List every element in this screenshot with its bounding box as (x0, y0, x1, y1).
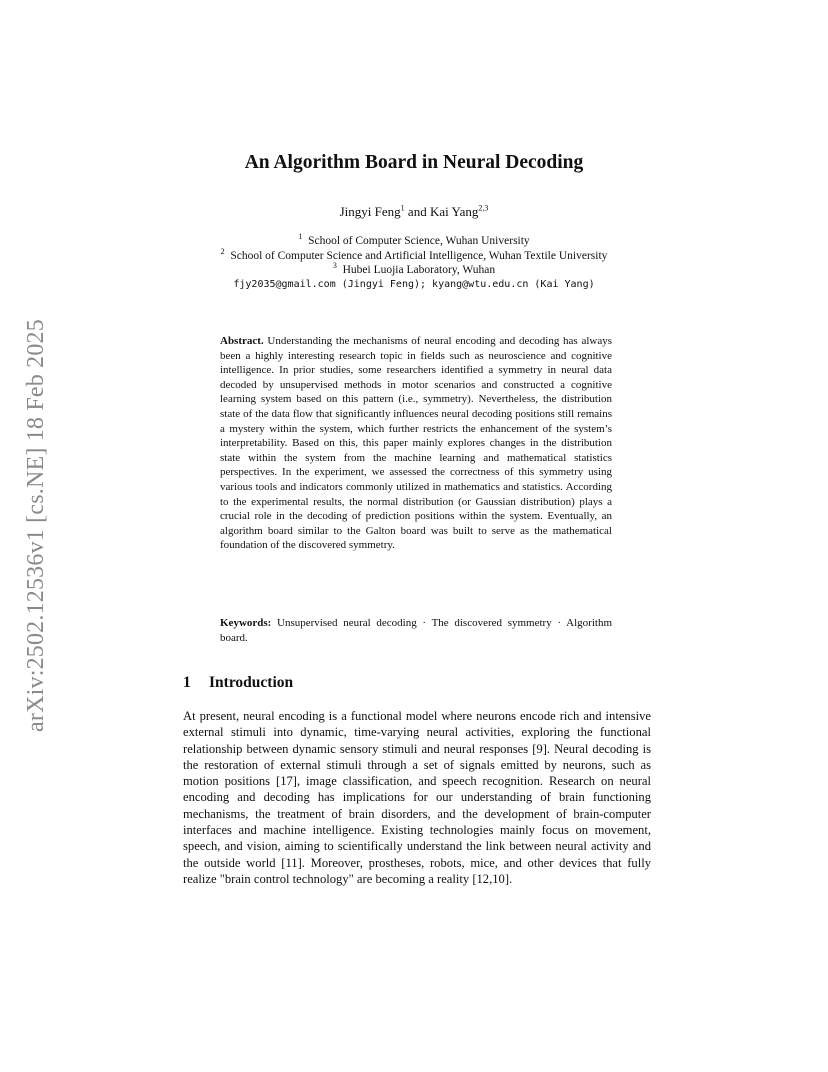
keywords-label: Keywords: (220, 617, 272, 629)
affiliation-number: 2 (220, 246, 225, 256)
arxiv-identifier-text: arXiv:2502.12536v1 [cs.NE] 18 Feb 2025 (22, 318, 49, 732)
abstract-text: Understanding the mechanisms of neural encoding and decoding has always been a highly interesting research topic in fields such as neuroscience and cognitive intelligence. In prior studies, some researchers identified a symmetry in neural data decoded by unsupervised methods in motor scenarios and constructed a cognitive learning system based on this pattern (i.e., symmetry). Nevertheless, the distribution state of the data flow that significantly influences neural decoding positions still remains a mystery within the system, which further restricts the enhancement of the system’s interpretability. Based on this, this paper mainly explores changes in the distribution state within the system from the machine learning and mathematical statistics perspectives. In the experiment, we assessed the correctness of this symmetry using various tools and indicators commonly utilized in mathematics and statistics. According to the experimental results, the normal distribution (or Gaussian distribution) plays a crucial role in the decoding of prediction positions within the system. Eventually, an algorithm board similar to the Galton board was built to serve as the mathematical foundation of the discovered symmetry. (220, 335, 612, 552)
affiliation-number: 3 (332, 261, 337, 271)
author-name: Kai Yang (429, 204, 479, 219)
affiliation-text: Hubei Luojia Laboratory, Wuhan (342, 264, 496, 276)
author-line (0, 204, 828, 220)
arxiv-identifier (18, 290, 54, 760)
author-emails: fjy2035@gmail.com (Jingyi Feng); kyang@wtu.edu.cn (Kai Yang) (233, 278, 595, 290)
author-affil-mark: 1 (400, 203, 405, 213)
introduction-paragraph: At present, neural encoding is a functional model where neurons encode rich and intensive external stimuli into dynamic, time-varying neural activities, exploring the functional relationship between dynamic sensory stimuli and neural responses [9]. Neural decoding is the restoration of external stimuli through a set of signals emitted by neurons, such as motion positions [17], image classification, and speech recognition. Research on neural encoding and decoding has implications for our understanding of brain functioning mechanisms, the treatment of brain disorders, and the development of brain-computer interfaces and machine intelligence. Existing technologies mainly focus on movement, speech, and vision, aiming to scientifically understand the link between neural activity and the outside world [11]. Moreover, prostheses, robots, mice, and other devices that fully realize "brain control technology" are becoming a reality [12,10]. (183, 709, 651, 886)
abstract-label: Abstract. (220, 335, 264, 347)
affiliation-text: School of Computer Science, Wuhan University (308, 235, 530, 247)
abstract (220, 334, 612, 553)
affiliation-line (0, 263, 828, 278)
affiliation-line (0, 234, 828, 249)
affiliation-text: School of Computer Science and Artificial Intelligence, Wuhan Textile University (230, 249, 608, 262)
author-name: Jingyi Feng (339, 204, 401, 219)
paper-title: An Algorithm Board in Neural Decoding (244, 152, 584, 173)
section-title: Introduction (209, 674, 294, 691)
author-affil-mark: 2,3 (478, 203, 489, 213)
section-number: 1 (183, 674, 191, 691)
affiliation-line (0, 246, 828, 264)
keywords (220, 616, 612, 645)
affiliation-number: 1 (298, 232, 303, 242)
affiliations (0, 234, 828, 292)
section-heading (183, 674, 293, 692)
author-conjunction: and (407, 204, 427, 219)
keywords-text: Unsupervised neural decoding · The discovered symmetry · Algorithm board. (220, 617, 613, 644)
